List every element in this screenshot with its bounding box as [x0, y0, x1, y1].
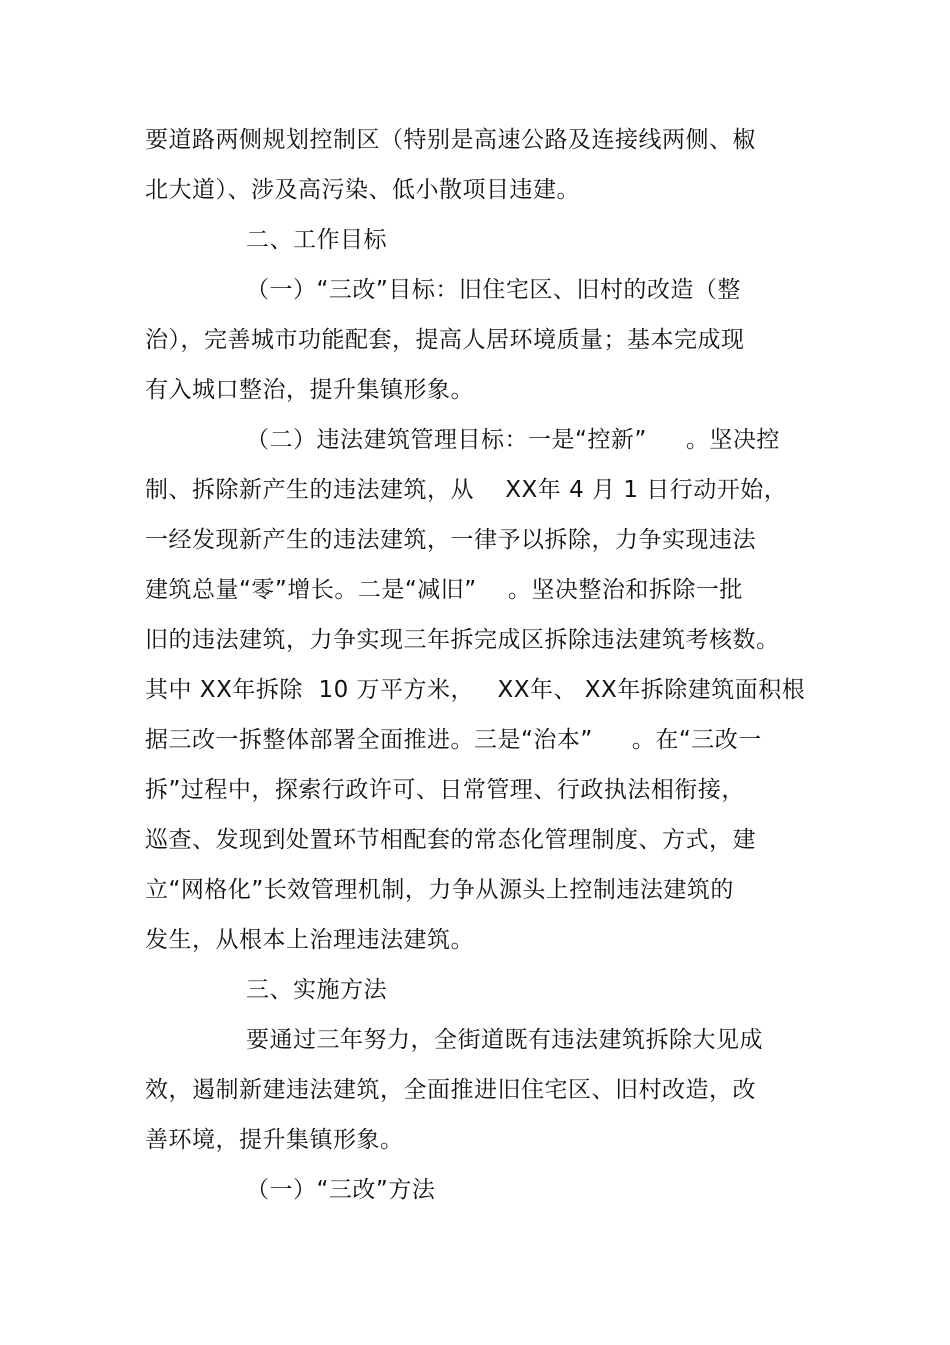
body-text-line: 拆”过程中，探索行政许可、日常管理、行政执法相衔接， — [145, 777, 745, 803]
subsection-heading: （一）“三改”方法 — [246, 1177, 436, 1203]
body-text-line: 治），完善城市功能配套，提高人居环境质量；基本完成现 — [145, 327, 745, 353]
body-text-line: 要通过三年努力，全街道既有违法建筑拆除大见成 — [246, 1027, 763, 1053]
subsection-heading-text: （二）违法建筑管理目标：一是“控新” 。坚决控 — [246, 427, 780, 453]
body-text-line: 北大道）、涉及高污染、低小散项目违建。 — [145, 177, 580, 203]
body-text-line: 善环境，提升集镇形象。 — [145, 1127, 404, 1153]
body-text-line: 制、拆除新产生的违法建筑，从 XX年 4 月 1 日行动开始， — [145, 477, 788, 503]
body-text-line: 效，遏制新建违法建筑，全面推进旧住宅区、旧村改造，改 — [145, 1077, 756, 1103]
body-text-line: 据三改一拆整体部署全面推进。三是“治本” 。在“三改一 — [145, 727, 762, 753]
section-heading: 三、实施方法 — [246, 977, 387, 1003]
body-text-line: 建筑总量“零”增长。二是“减旧” 。坚决整治和拆除一批 — [145, 577, 743, 603]
subsection-heading-text: （一）“三改”目标：旧住宅区、旧村的改造（整 — [246, 277, 741, 303]
section-heading: 二、工作目标 — [246, 227, 387, 253]
body-text-line: 其中 XX年拆除 10 万平方米， XX年、 XX年拆除建筑面积根 — [145, 677, 806, 703]
body-text-line: 有入城口整治，提升集镇形象。 — [145, 377, 474, 403]
body-text-line: 巡查、发现到处置环节相配套的常态化管理制度、方式，建 — [145, 827, 756, 853]
body-text-line: 一经发现新产生的违法建筑，一律予以拆除，力争实现违法 — [145, 527, 756, 553]
body-text-line: 立“网格化”长效管理机制，力争从源头上控制违法建筑的 — [145, 877, 734, 903]
body-text-line: 发生，从根本上治理违法建筑。 — [145, 927, 474, 953]
body-text-line: 要道路两侧规划控制区（特别是高速公路及连接线两侧、椒 — [145, 127, 756, 153]
body-text-line: 旧的违法建筑，力争实现三年拆完成区拆除违法建筑考核数。 — [145, 627, 780, 653]
